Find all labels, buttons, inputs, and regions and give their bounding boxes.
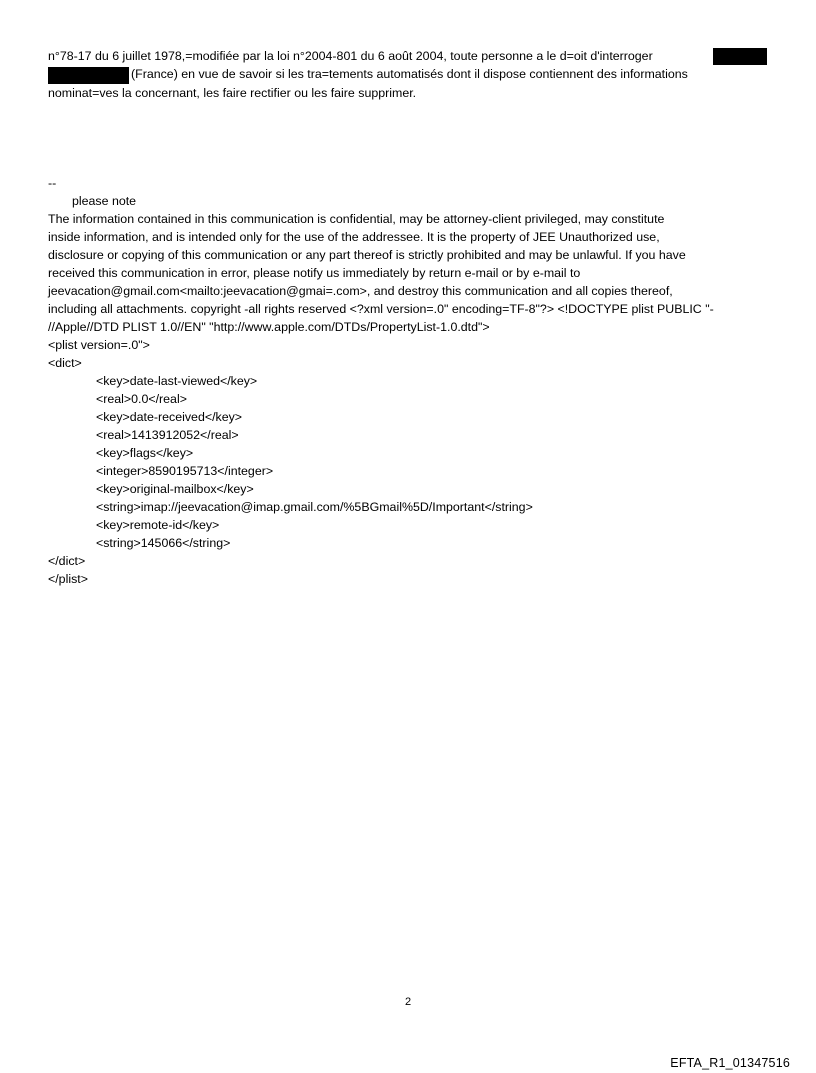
plist-open-tag: <plist version=.0"> [48,338,150,352]
header-line-2: (France) en vue de savoir si les tra=tements automatisés dont il dispose contiennent des informations [131,67,688,81]
plist-entry: <real>1413912052</real> [96,428,239,442]
plist-entry: <key>date-last-viewed</key> [96,374,258,388]
plist-entry: <key>remote-id</key> [96,518,220,532]
header-line-3: nominat=ves la concernant, les faire rectifier ou les faire supprimer. [48,86,417,100]
plist-entry: <key>original-mailbox</key> [96,482,254,496]
disclaimer-line: inside information, and is intended only for the use of the addressee. It is the property of JEE Unauthorized use, [48,230,660,244]
plist-entry: <integer>8590195713</integer> [96,464,274,478]
disclaimer-line: including all attachments. copyright -all rights reserved <?xml version=.0" encoding=TF-8"?> <!DOCTYPE plist PUBLIC "- [48,302,714,316]
disclaimer-line: The information contained in this communication is confidential, may be attorney-client privileged, may constitute [48,212,665,226]
dict-close-tag: </dict> [48,554,86,568]
disclaimer-line: received this communication in error, please notify us immediately by return e-mail or by e-mail to [48,266,581,280]
disclaimer-line: //Apple//DTD PLIST 1.0//EN" "http://www.apple.com/DTDs/PropertyList-1.0.dtd"> [48,320,490,334]
plist-entry: <string>145066</string> [96,536,231,550]
dict-open-tag: <dict> [48,356,82,370]
document-id-footer: EFTA_R1_01347516 [670,1056,790,1070]
redaction-box [48,67,129,84]
note-heading: please note [72,194,137,208]
plist-entry: <string>imap://jeevacation@imap.gmail.com/%5BGmail%5D/Important</string> [96,500,533,514]
plist-entry: <real>0.0</real> [96,392,187,406]
signature-separator: -- [48,176,57,190]
disclaimer-line: disclosure or copying of this communication or any part thereof is strictly prohibited and may be unlawful. If you have [48,248,686,262]
page-number: 2 [404,996,412,1008]
plist-entry: <key>flags</key> [96,446,194,460]
disclaimer-line: jeevacation@gmail.com<mailto:jeevacation@gmai=.com>, and destroy this communication and all copies thereof, [48,284,673,298]
plist-close-tag: </plist> [48,572,88,586]
redaction-box [713,48,767,65]
header-line-1: n°78-17 du 6 juillet 1978,=modifiée par la loi n°2004-801 du 6 août 2004, toute personne a le d=oit d'interroger [48,49,653,63]
plist-entry: <key>date-received</key> [96,410,243,424]
